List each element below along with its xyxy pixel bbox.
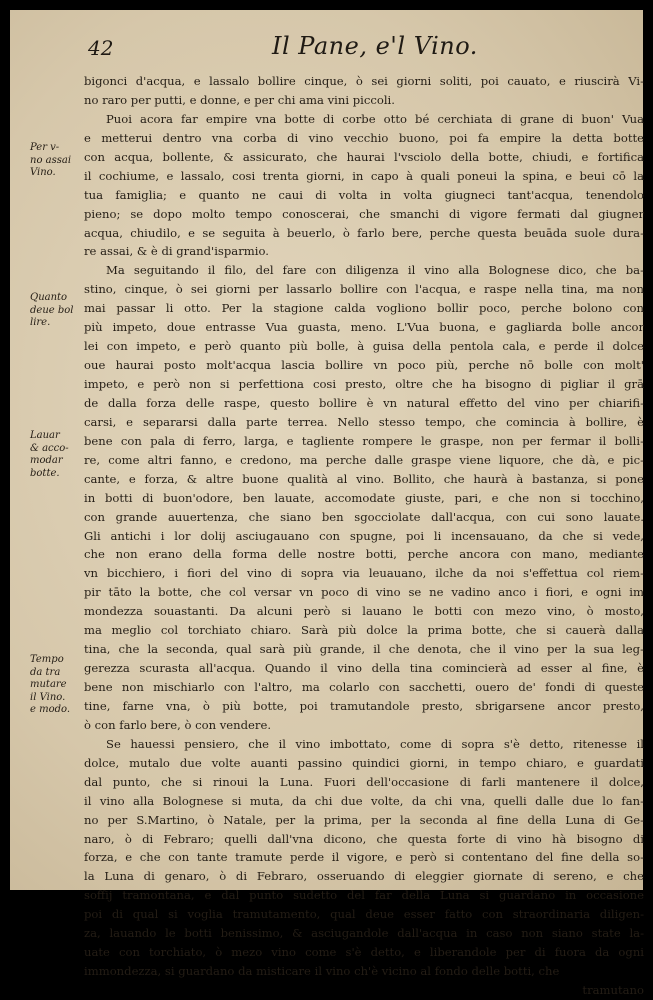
text-line: dal punto, che si rinoui la Luna. Fuori dell'occasione di farli mantenere il dolce, (84, 774, 644, 789)
text-line: immondezza, si guardano da misticare il vino ch'è vicino al fondo delle botti, che (84, 964, 560, 979)
text-line: no per S.Martino, ò Natale, per la prima, per la seconda al fine della Luna di Ge- (84, 812, 644, 827)
page-header (10, 28, 643, 68)
margin-note: Lauar & acco- modar botte. (30, 430, 69, 479)
text-line: pieno; se dopo molto tempo conoscerai, che smanchi di vigore fermati dal giugner (84, 206, 644, 221)
text-line: Se hauessi pensiero, che il vino imbottato, come di sopra s'è detto, ritenesse il (106, 736, 644, 751)
text-line: che non erano della forma delle nostre botti, perche ancora con mano, mediante (84, 547, 644, 562)
text-line: re assai, & è di grand'isparmio. (84, 244, 269, 259)
text-line: carsi, e separarsi dalla parte terrea. Nello stesso tempo, che comincia à bollire, è (84, 414, 644, 429)
text-line: stino, cinque, ò sei giorni per lassarlo bollire con l'acqua, e raspe nella tina, ma non (84, 282, 644, 297)
text-line: tramutano (582, 983, 644, 997)
text-line: no raro per putti, e donne, e per chi ama vini piccoli. (84, 92, 395, 107)
margin-note: Tempo da tra mutare il Vino. e modo. (30, 654, 71, 715)
book-page (10, 10, 644, 997)
text-line: con acqua, bollente, & assicurato, che haurai l'vsciolo della botte, chiudi, e fortifica (84, 149, 644, 164)
text-line: e metterui dentro vna corba di vino vecchio buono, poi fa empire la detta botte (84, 130, 644, 145)
text-line: ma meglio col torchiato chiaro. Sarà più dolce la prima botte, che si cauerà dalla (84, 623, 644, 638)
text-line: forza, e che con tante tramute perde il vigore, e però si contentano del fine della so- (84, 850, 644, 865)
text-line: de dalla forza delle raspe, questo bollire è vn natural effetto del vino per chiarifi- (84, 395, 644, 410)
text-line: Ma seguitando il filo, del fare con diligenza il vino alla Bolognese dico, che ba- (106, 263, 644, 278)
text-line: tina, che la seconda, qual sarà più grande, il che denota, che il vino per la sua leg- (84, 642, 644, 657)
text-line: il vino alla Bolognese si muta, da chi due volte, da chi vna, quelli dalle due lo fan- (84, 793, 644, 808)
text-line: tine, farne vna, ò più botte, poi tramutandole presto, sbrigarsene ancor presto, (84, 698, 644, 713)
text-line: bigonci d'acqua, e lassalo bollire cinque, ò sei giorni soliti, poi cauato, e riuscirà Vi- (84, 74, 644, 88)
text-line: mai passar li otto. Per la stagione calda vogliono bollir poco, perche bolono con (84, 301, 644, 316)
text-line: Gli antichi i lor dolij asciugauano con spugne, poi li incensauano, da che si vede, (84, 528, 644, 543)
text-line: in botti di buon'odore, ben lauate, accomodate giuste, pari, e che non si tocchino, (84, 490, 644, 505)
text-line: mondezza souastanti. Da alcuni però si lauano le botti con mezo vino, ò mosto, (84, 604, 644, 619)
text-line: acqua, chiudilo, e se seguita à beuerlo, ò farlo bere, perche questa beuāda suole dura- (84, 225, 644, 240)
text-line: Puoi acora far empire vna botte di corbe otto bé cerchiata di grane di buon' Vua (106, 111, 644, 126)
text-line: con grande auuertenza, che siano ben sgocciolate dall'acqua, con cui sono lauate. (84, 509, 644, 524)
text-line: cante, e forza, & altre buone qualità al vino. Bollito, che haurà à bastanza, si pone (84, 471, 644, 486)
running-head: Il Pane, e'l Vino. (272, 32, 478, 60)
text-line: tua famiglia; e quanto ne caui di volta in volta giugneci tant'acqua, tenendolo (84, 187, 644, 202)
text-line: naro, ò di Febraro; quelli dall'vna dicono, che questa forte di vino hà bisogno di (84, 831, 644, 846)
text-line: più impeto, doue entrasse Vua guasta, meno. L'Vua buona, e gagliarda bolle ancor (84, 320, 644, 335)
page-number: 42 (88, 36, 114, 60)
body-text (84, 72, 644, 1000)
text-line: dolce, mutalo due volte auanti passino quindici giorni, in tempo chiaro, e guardati (84, 755, 644, 770)
margin-notes (10, 10, 84, 890)
text-line: soffij tramontana, e dal punto sudetto del far della Luna si guardano in occasione (84, 888, 644, 903)
margin-note: Quanto deue bol lire. (30, 292, 74, 328)
text-line: poi di qual si voglia tramutamento, qual deue esser fatto con straordinaria diligen- (84, 907, 644, 922)
text-line: za, lauando le botti benissimo, & asciugandole dall'acqua in caso non siano state la- (84, 926, 644, 941)
text-line: pir tāto la botte, che col versar vn poco di vino se ne vadino anco i fiori, e ogni im (84, 585, 644, 600)
text-line: gerezza scurasta all'acqua. Quando il vino della tina comincierà ad esser al fine, è (84, 661, 644, 676)
text-line: bene non mischiarlo con l'altro, ma colarlo con sacchetti, ouero de' fondi di queste (84, 680, 644, 694)
text-line: la Luna di genaro, ò di Febraro, osseruando di eleggier giornate di sereno, e che (84, 869, 644, 884)
margin-note: Per v- no assai Vino. (30, 142, 72, 178)
text-line: lei con impeto, e però quanto più bolle, à guisa della pentola cala, e perde il dolce (84, 339, 644, 354)
text-line: ò con farlo bere, ò con vendere. (84, 717, 272, 732)
text-line: impeto, e però non si perfettiona cosi presto, oltre che ha bisogno di pigliar il grā (84, 377, 644, 391)
text-line: bene con pala di ferro, larga, e tagliente rompere le graspe, non per fermar il bolli- (84, 433, 644, 448)
text-line: il cochiume, e lassalo, cosi trenta giorni, in capo à quali poneui la spina, e beui cō la (84, 168, 644, 183)
text-line: uate con torchiato, ò mezo vino come s'è detto, e liberandole per di fuora da ogni (84, 945, 644, 960)
text-line: re, come altri fanno, e credono, ma perche dalle graspe viene liquore, che dà, e pic- (84, 452, 644, 467)
text-line: oue haurai posto molt'acqua lascia bollire vn poco più, perche nō bolle con molt' (84, 358, 644, 373)
text-line: vn bicchiero, i fiori del vino di sopra via leuauano, ilche da noi s'effettua col riem- (84, 566, 644, 581)
